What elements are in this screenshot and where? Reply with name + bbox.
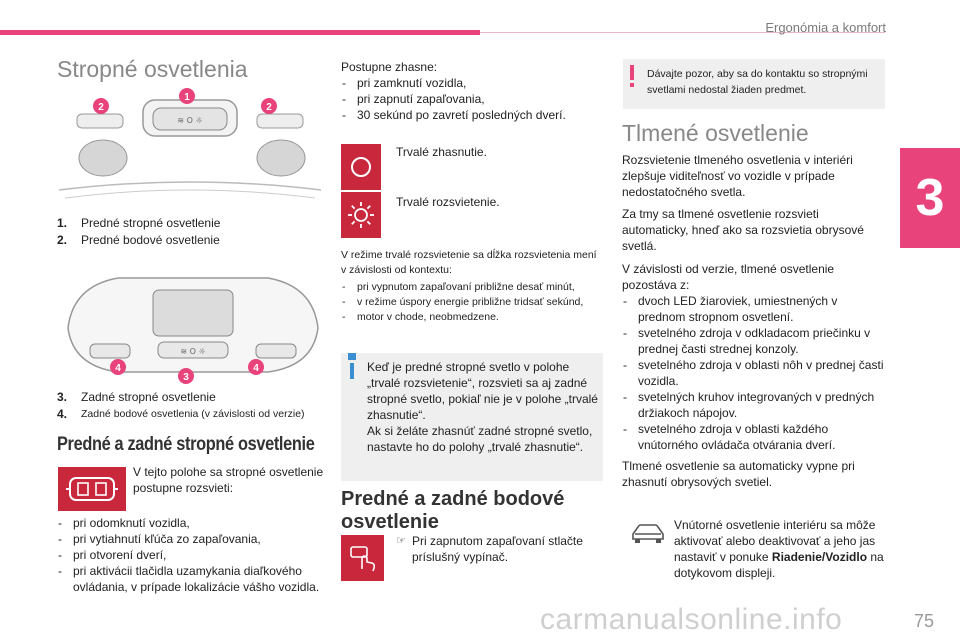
callout-3 bbox=[178, 368, 194, 384]
warning-icon bbox=[630, 65, 634, 80]
watermark: carmanualsonline.info bbox=[540, 603, 843, 636]
front-ceiling-light-figure bbox=[55, 86, 325, 206]
list-item: - svetelného zdroja v odkladacom priečinku v prednej časti strednej konzoly. bbox=[622, 325, 884, 357]
warning-box bbox=[623, 59, 885, 109]
car-icon bbox=[630, 521, 666, 547]
paragraph: V závislosti od verzie, tlmené osvetlenie pozostáva z: bbox=[622, 262, 835, 292]
heading-front-rear-ceiling: Predné a zadné stropné osvetlenie bbox=[57, 434, 315, 455]
car-settings-note: Vnútorné osvetlenie interiéru sa môže aktivovať alebo deaktivovať a jeho jas nastaviť v ponuke Riadenie/Vozidlo na dotykovom displeji. bbox=[674, 518, 884, 580]
icon-description: V tejto polohe sa stropné osvetlenie postupne rozsvieti: bbox=[133, 465, 324, 495]
list-item: - pri aktivácii tlačidla uzamykania diaľkového ovládania, v prípade lokalizácie vášho vozidla. bbox=[57, 563, 327, 595]
svg-text:4: 4 bbox=[115, 363, 121, 374]
list-item: - 30 sekúnd po zavretí posledných dverí. bbox=[341, 107, 603, 123]
list-item: - pri odomknutí vozidla, bbox=[57, 515, 327, 531]
legend-front bbox=[57, 215, 327, 249]
page-title: Stropné osvetlenia bbox=[57, 56, 248, 82]
duration-note: V režime trvalé rozsvietenie sa dĺžka rozsvietenia mení v závislosti od kontextu: bbox=[341, 249, 597, 276]
callout-2-left bbox=[93, 98, 109, 114]
list-item: - pri otvorení dverí, bbox=[57, 547, 327, 563]
svg-text:≋ O ☼: ≋ O ☼ bbox=[177, 116, 203, 125]
rear-ceiling-light-figure bbox=[58, 268, 328, 388]
duration-list bbox=[341, 280, 603, 325]
switch-hand-icon bbox=[341, 535, 384, 581]
legend-item: 4. Zadné bodové osvetlenia (v závislosti od verzie) bbox=[57, 407, 305, 421]
legend-item: 3. Zadné stropné osvetlenie bbox=[57, 390, 216, 404]
svg-text:4: 4 bbox=[253, 363, 259, 374]
svg-text:1: 1 bbox=[184, 92, 190, 103]
light-off-conditions-list bbox=[341, 75, 603, 123]
callout-4-right bbox=[248, 359, 264, 375]
callout-1 bbox=[179, 88, 195, 104]
legend-item: 1. Predné stropné osvetlenie bbox=[57, 216, 221, 230]
svg-text:2: 2 bbox=[266, 102, 272, 113]
dimmed-lighting-title: Tlmené osvetlenie bbox=[622, 120, 809, 146]
paragraph: Za tmy sa tlmené osvetlenie rozsvieti automaticky, hneď ako sa rozsvietia obrysové svetlá. bbox=[622, 207, 864, 253]
lamp-on-icon bbox=[341, 192, 381, 238]
svg-text:3: 3 bbox=[183, 372, 189, 383]
heading-spot-lights: Predné a zadné bodové osvetlenie bbox=[341, 488, 565, 533]
spot-instruction: ☞ Pri zapnutom zapaľovaní stlačte príslušný vypínač. bbox=[396, 534, 583, 564]
list-item: - pri zapnutí zapaľovania, bbox=[341, 91, 603, 107]
svg-text:2: 2 bbox=[98, 102, 104, 113]
list-item: - pri vypnutom zapaľovaní približne desať minút, bbox=[341, 280, 603, 295]
info-box bbox=[341, 353, 603, 481]
info-icon bbox=[350, 363, 354, 379]
car-door-icon bbox=[58, 467, 126, 511]
list-item: - pri zamknutí vozidla, bbox=[341, 75, 603, 91]
list-item: - dvoch LED žiaroviek, umiestnených v prednom stropnom osvetlení. bbox=[622, 293, 884, 325]
legend-rear bbox=[57, 389, 332, 423]
info-text: Keď je predné stropné svetlo v polohe „trvalé rozsvietenie“, rozsvieti sa aj zadné stropné svetlo, pokiaľ nie je v polohe „trvalé zhasnutie“. Ak si želáte zhasnúť zadné stropné svetlo, nastavte ho do polohy „trvalé zhasnutie“. bbox=[367, 360, 598, 454]
list-item: - v režime úspory energie približne tridsať sekúnd, bbox=[341, 295, 603, 310]
page-number: 75 bbox=[913, 611, 934, 631]
callout-2-right bbox=[261, 98, 277, 114]
paragraph: Rozsvietenie tlmeného osvetlenia v interiéri zlepšuje viditeľnosť vo vozidle v prípade nedostatočného svetla. bbox=[622, 153, 853, 199]
section-title: Ergonómia a komfort bbox=[765, 20, 886, 35]
header-accent-bar bbox=[0, 30, 480, 35]
svg-text:≋ O ☼: ≋ O ☼ bbox=[180, 347, 206, 356]
permanent-on-label: Trvalé rozsvietenie. bbox=[396, 195, 500, 209]
legend-item: 2. Predné bodové osvetlenie bbox=[57, 233, 220, 247]
fade-out-intro: Postupne zhasne: bbox=[341, 60, 438, 74]
list-item: - motor v chode, neobmedzene. bbox=[341, 310, 603, 325]
paragraph: Tlmené osvetlenie sa automaticky vypne pri zhasnutí obrysových svetiel. bbox=[622, 459, 855, 489]
chapter-tab: 3 bbox=[900, 148, 960, 248]
permanent-off-label: Trvalé zhasnutie. bbox=[396, 145, 487, 159]
light-on-conditions-list bbox=[57, 515, 327, 595]
list-item: - svetelného zdroja v oblasti nôh v prednej časti vozidla. bbox=[622, 357, 884, 389]
lamp-off-icon bbox=[341, 144, 381, 190]
callout-4-left bbox=[110, 359, 126, 375]
dimmed-sources-list bbox=[622, 293, 884, 453]
list-item: - svetelných kruhov integrovaných v predných držiakoch nápojov. bbox=[622, 389, 884, 421]
warning-text: Dávajte pozor, aby sa do kontaktu so stropnými svetlami nedostal žiaden predmet. bbox=[647, 68, 868, 96]
list-item: - pri vytiahnutí kľúča zo zapaľovania, bbox=[57, 531, 327, 547]
list-item: - svetelného zdroja v oblasti každého vnútorného ovládača otvárania dverí. bbox=[622, 421, 884, 453]
